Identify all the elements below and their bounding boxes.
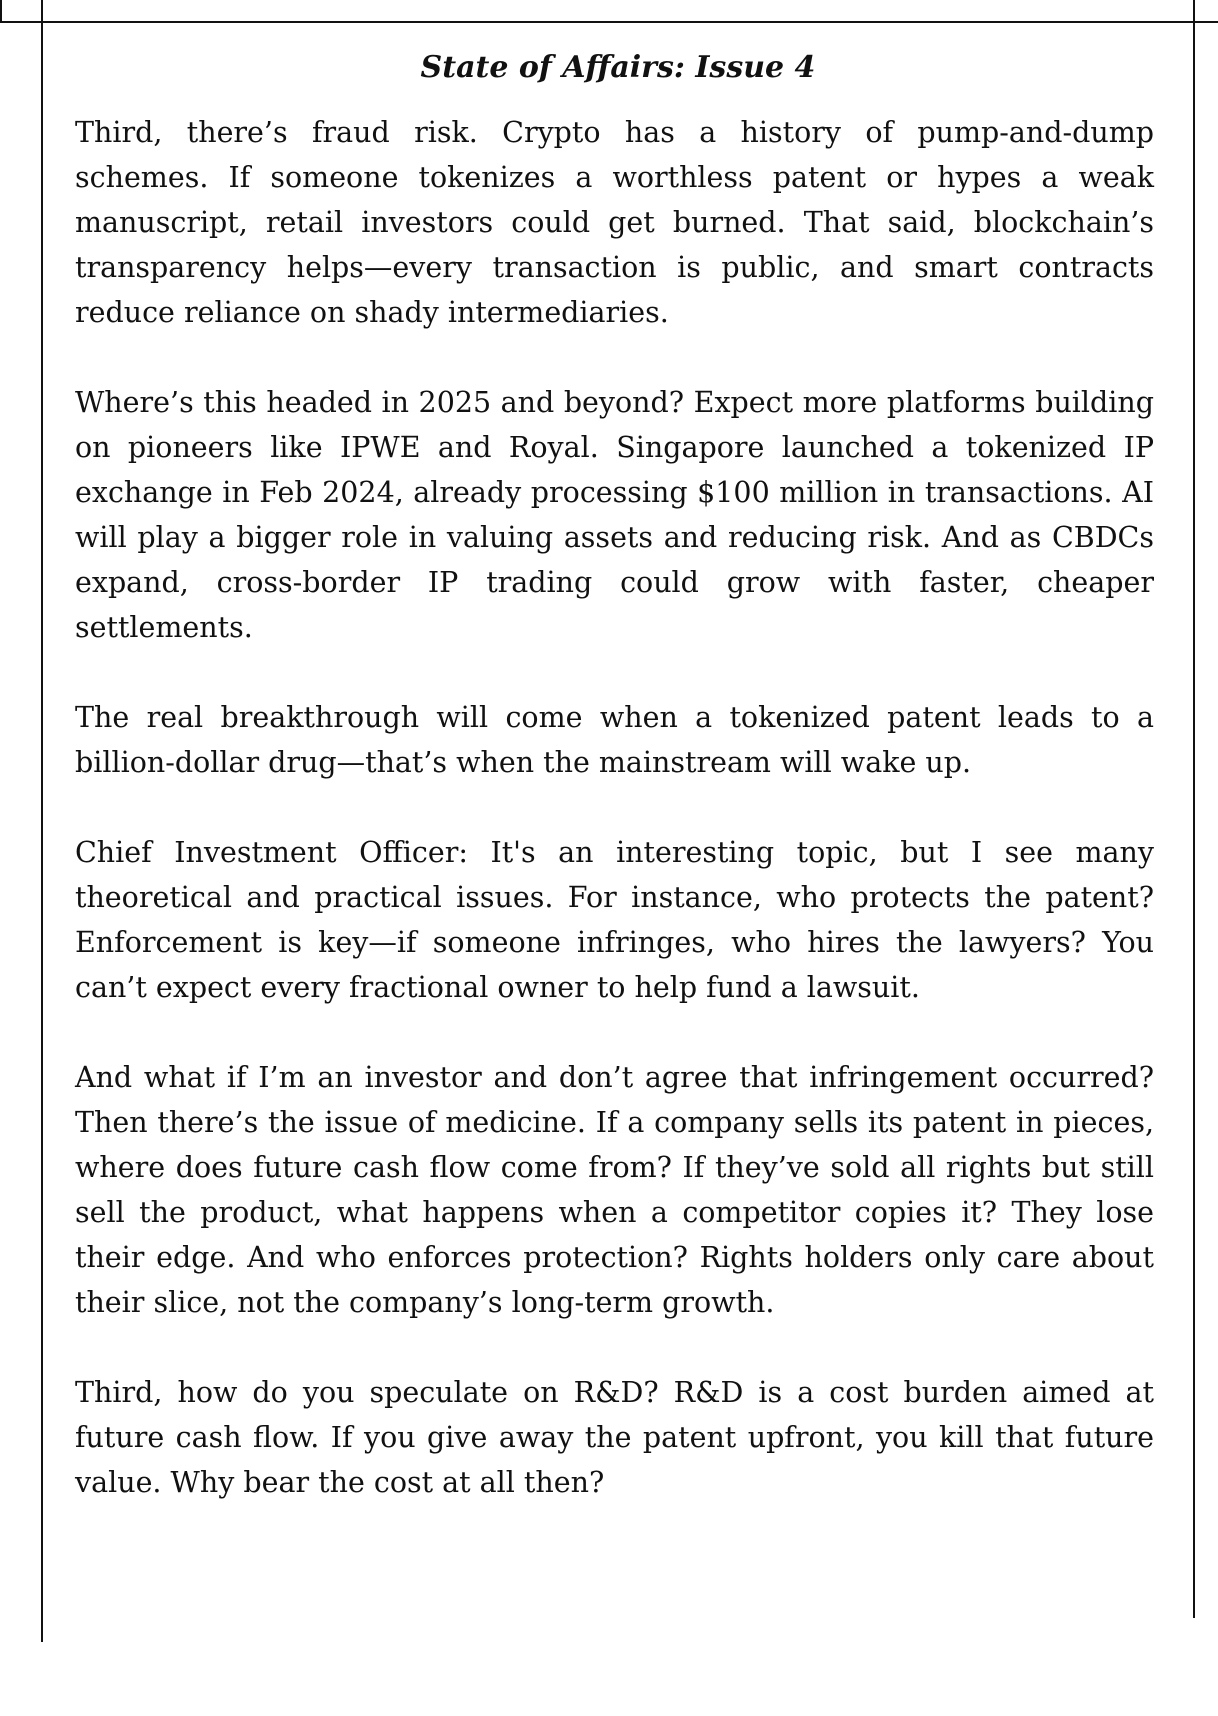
paragraph-rd-speculation: Third, how do you speculate on R&D? R&D is a cost burden aimed at future cash flow. If you give away the patent upfront, you kill that future value. Why bear the cost at all then?	[75, 1376, 1154, 1499]
paragraph-cio-enforcement: Chief Investment Officer: It's an interesting topic, but I see many theoretical and practical issues. For instance, who protects the patent? Enforcement is key—if someone infringes, who hires the lawyers? You can’t expect every fractional owner to help fund a lawsuit.	[75, 836, 1154, 1004]
page-title: State of Affairs: Issue 4	[420, 50, 816, 85]
left-border-rule	[41, 0, 43, 1642]
paragraph-investor-concerns: And what if I’m an investor and don’t agree that infringement occurred? Then there’s the issue of medicine. If a company sells its patent in pieces, where does future cash flow come from? If they’ve sold all rights but still sell the product, what happens when a competitor copies it? They lose their edge. And who enforces protection? Rights holders only care about their slice, not the company’s long-term growth.	[75, 1061, 1154, 1319]
article-body	[75, 110, 1154, 1550]
paragraph-outlook-2025: Where’s this headed in 2025 and beyond? Expect more platforms building on pioneers like IPWE and Royal. Singapore launched a tokenized IP exchange in Feb 2024, already processing $100 million in transactions. AI will play a bigger role in valuing assets and reducing risk. And as CBDCs expand, cross-border IP trading could grow with faster, cheaper settlements.	[75, 386, 1154, 644]
paragraph-breakthrough: The real breakthrough will come when a tokenized patent leads to a billion-dollar drug—that’s when the mainstream will wake up.	[75, 701, 1154, 779]
paragraph-fraud-risk: Third, there’s fraud risk. Crypto has a history of pump-and-dump schemes. If someone tokenizes a worthless patent or hypes a weak manuscript, retail investors could get burned. That said, blockchain’s transparency helps—every transaction is public, and smart contracts reduce reliance on shady intermediaries.	[75, 116, 1154, 329]
left-edge-tick	[0, 0, 2, 22]
top-border-rule	[0, 21, 1218, 23]
right-border-rule	[1193, 0, 1195, 1618]
